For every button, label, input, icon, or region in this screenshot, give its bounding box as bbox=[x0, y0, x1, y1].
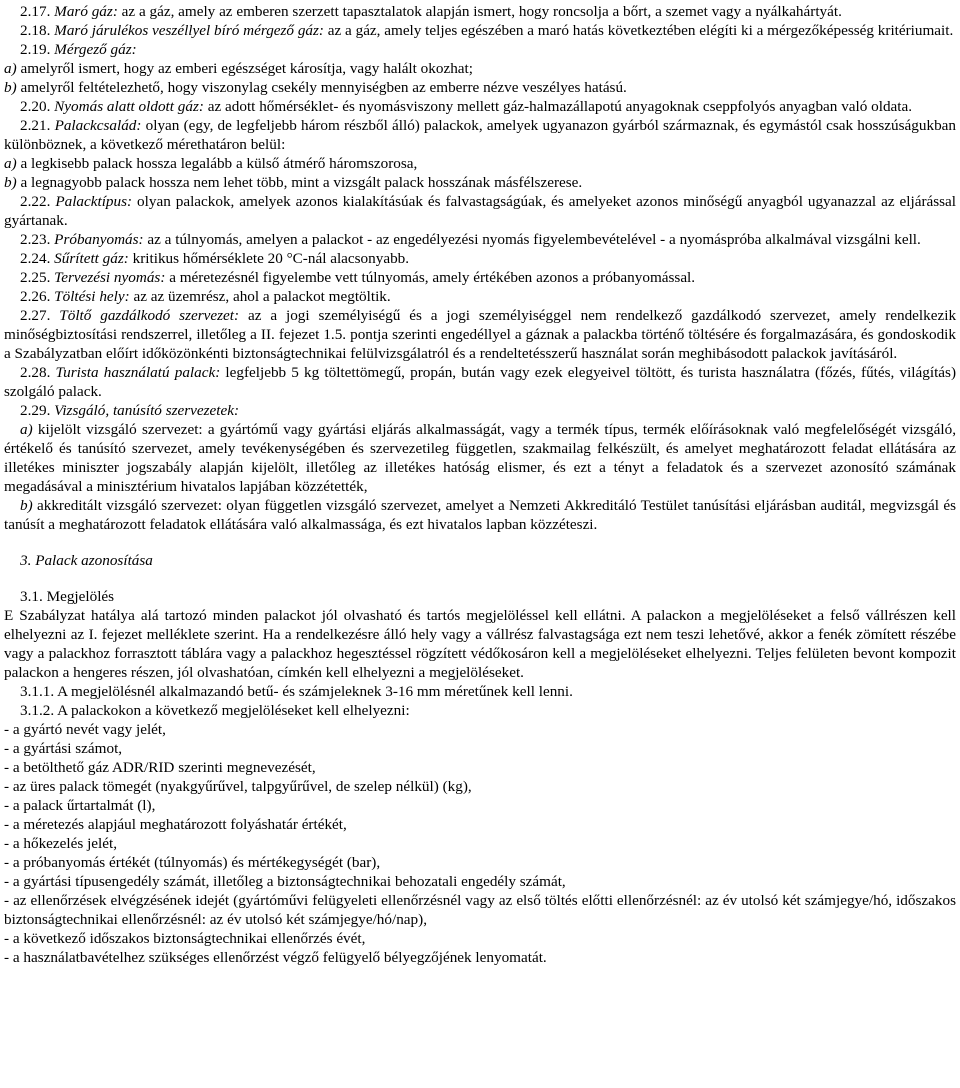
paragraph-number: 2.19. bbox=[20, 41, 51, 58]
paragraph-number: 2.25. bbox=[20, 269, 51, 286]
item-text: amelyről ismert, hogy az emberi egészséget károsítja, vagy halált okozhat; bbox=[20, 60, 473, 77]
definition-text: az a jogi személyiségű és a jogi személyiséggel nem rendelkező gazdálkodó szervezet, amely rendelkezik minőségbiztosítási rendszerrel, illetőleg a II. fejezet 1.5. pontja szerinti engedéllyel a gáznak a palackba történő töltésére és forgalmazására, és gondoskodik a Szabályzatban előírt időközönkénti biztonságtechnikai felülvizsgálatról és a rendeltetésszerű használat során meghibásodott palackok javításáról. bbox=[4, 307, 957, 362]
paragraph-2-20 bbox=[4, 97, 956, 116]
definition-text: az adott hőmérséklet- és nyomásviszony mellett gáz-halmazállapotú anyagoknak cseppfolyós anyagban való oldata. bbox=[207, 98, 913, 115]
paragraph-2-18 bbox=[4, 21, 956, 40]
list-item: - a hőkezelés jelét, bbox=[4, 835, 118, 852]
paragraph-2-17 bbox=[4, 2, 956, 21]
definition-text: az a túlnyomás, amelyen a palackot - az engedélyezési nyomás figyelembevételével - a nyomáspróba alkalmával vizsgálni kell. bbox=[147, 231, 921, 248]
term: Palacktípus: bbox=[55, 193, 133, 210]
item-text: amelyről feltételezhető, hogy viszonylag csekély mennyiségben az emberre nézve veszélyes hatású. bbox=[20, 79, 627, 96]
list-item: - a méretezés alapjául meghatározott folyáshatár értékét, bbox=[4, 816, 347, 833]
term: Töltő gazdálkodó szervezet: bbox=[59, 307, 240, 324]
list-item: - a következő időszakos biztonságtechnikai ellenőrzés évét, bbox=[4, 930, 366, 947]
paragraph-number: 2.24. bbox=[20, 250, 51, 267]
paragraph-number: 2.29. bbox=[20, 402, 51, 419]
paragraph-number: 2.23. bbox=[20, 231, 51, 248]
paragraph-number: 2.21. bbox=[20, 117, 51, 134]
list-item: - az ellenőrzések elvégzésének idejét (gyártóművi felügyeleti ellenőrzésnél vagy az első töltés előtti ellenőrzésnél: az év utolsó két számjegye/hó, időszakos biztonságtechnikai ellenőrzésnél: az év utolsó két számjegye/hó/nap), bbox=[4, 892, 956, 928]
term: Próbanyomás: bbox=[54, 231, 144, 248]
paragraph-2-25 bbox=[4, 268, 956, 287]
list-item: - a gyártási típusengedély számát, illetőleg a biztonságtechnikai behozatali engedély számát, bbox=[4, 873, 566, 890]
term: Töltési hely: bbox=[54, 288, 130, 305]
item-text: kijelölt vizsgáló szervezet: a gyártómű vagy gyártási eljárás alkalmasságát, vagy a termék típus, termék előírásoknak való megfelelőségét vizsgáló, értékelő és tanúsító szervezet, amely tevékenységében és szervezetileg független, szakmailag felkészült, és amelyet meghatározott feladat ellátására az illetékes miniszter jogszabály alapján kijelölt, illetőleg az illetékes hatóság elismer, és ezt a tényt a feladatok és a szervezet azonosító számának megadásával a minisztérium hivatalos lapjában közzétették, bbox=[4, 421, 957, 495]
item-label: a) bbox=[4, 155, 17, 172]
item-label: a) bbox=[20, 421, 33, 438]
list-item: - a próbanyomás értékét (túlnyomás) és mértékegységét (bar), bbox=[4, 854, 381, 871]
paragraph-2-29 bbox=[4, 401, 956, 420]
item-text: a legkisebb palack hossza legalább a külső átmérő háromszorosa, bbox=[20, 155, 418, 172]
paragraph-2-24 bbox=[4, 249, 956, 268]
list-item: - a betölthető gáz ADR/RID szerinti megnevezését, bbox=[4, 759, 316, 776]
paragraph-number: 2.26. bbox=[20, 288, 51, 305]
term: Vizsgáló, tanúsító szervezetek: bbox=[54, 402, 240, 419]
list-item: - a gyártó nevét vagy jelét, bbox=[4, 721, 166, 738]
item-label: b) bbox=[4, 79, 17, 96]
definition-text: az az üzemrész, ahol a palackot megtöltik. bbox=[133, 288, 391, 305]
term: Maró gáz: bbox=[54, 3, 118, 20]
paragraph-number: 2.20. bbox=[20, 98, 51, 115]
paragraph-2-21-a bbox=[4, 154, 956, 173]
term: Turista használatú palack: bbox=[55, 364, 221, 381]
term: Maró járulékos veszéllyel bíró mérgező gáz: bbox=[54, 22, 324, 39]
term: Mérgező gáz: bbox=[54, 41, 137, 58]
list-item: - a gyártási számot, bbox=[4, 740, 123, 757]
paragraph-2-21 bbox=[4, 116, 956, 154]
item-label: b) bbox=[20, 497, 33, 514]
subsection-heading: 3.1. Megjelölés bbox=[20, 588, 115, 605]
item-text: a legnagyobb palack hossza nem lehet több, mint a vizsgált palack hosszának másfélszerese. bbox=[20, 174, 583, 191]
definition-text: az a gáz, amely teljes egészében a maró hatás következtében elégíti ki a mérgezőképesség kritériumait. bbox=[327, 22, 954, 39]
list-item: - az üres palack tömegét (nyakgyűrűvel, talpgyűrűvel, de szelep nélkül) (kg), bbox=[4, 778, 472, 795]
paragraph-3-1-2: 3.1.2. A palackokon a következő megjelöléseket kell elhelyezni: bbox=[20, 702, 410, 719]
paragraph-2-23 bbox=[4, 230, 956, 249]
spacer bbox=[4, 570, 956, 587]
paragraph-2-21-b bbox=[4, 173, 956, 192]
paragraph-2-19-a bbox=[4, 59, 956, 78]
document-page bbox=[4, 2, 956, 967]
definition-text: az a gáz, amely az emberen szerzett tapasztalatok alapján ismert, hogy roncsolja a bőrt, a szemet vagy a nyálkahártyát. bbox=[121, 3, 842, 20]
list-item: - a használatbavételhez szükséges ellenőrzést végző felügyelő bélyegzőjének lenyomatát. bbox=[4, 949, 547, 966]
paragraph-2-27 bbox=[4, 306, 956, 363]
paragraph-2-29-a bbox=[4, 420, 956, 496]
paragraph-2-28 bbox=[4, 363, 956, 401]
term: Palackcsalád: bbox=[54, 117, 142, 134]
paragraph-3-1-1: 3.1.1. A megjelölésnél alkalmazandó betű- és számjeleknek 3-16 mm méretűnek kell lenni. bbox=[20, 683, 573, 700]
section-heading: 3. Palack azonosítása bbox=[20, 552, 153, 569]
definition-text: legfeljebb 5 kg töltettömegű, propán, bután vagy ezek elegyeivel töltött, és turista használatra (főzés, fűtés, világítás) szolgáló palack. bbox=[4, 364, 957, 400]
term: Nyomás alatt oldott gáz: bbox=[54, 98, 204, 115]
list-item: - a palack űrtartalmát (l), bbox=[4, 797, 156, 814]
paragraph-2-19-b bbox=[4, 78, 956, 97]
paragraph-number: 2.28. bbox=[20, 364, 51, 381]
term: Tervezési nyomás: bbox=[54, 269, 166, 286]
definition-text: a méretezésnél figyelembe vett túlnyomás, amely értékében azonos a próbanyomással. bbox=[169, 269, 696, 286]
marking-list bbox=[4, 720, 956, 967]
paragraph-2-29-b bbox=[4, 496, 956, 534]
item-label: a) bbox=[4, 60, 17, 77]
paragraph-number: 2.22. bbox=[20, 193, 51, 210]
paragraph-number: 2.17. bbox=[20, 3, 51, 20]
paragraph-2-26 bbox=[4, 287, 956, 306]
paragraph-2-19 bbox=[4, 40, 956, 59]
definition-text: kritikus hőmérséklete 20 °C-nál alacsonyabb. bbox=[132, 250, 410, 267]
item-label: b) bbox=[4, 174, 17, 191]
term: Sűrített gáz: bbox=[54, 250, 129, 267]
section-intro: E Szabályzat hatálya alá tartozó minden palackot jól olvasható és tartós megjelöléssel kell ellátni. A palackon a megjelöléseket a felső vállrészen kell elhelyezni az I. fejezet melléklete szerint. Ha a rendelkezésre álló hely vagy a vállrész falvastagsága ezt nem teszi lehetővé, akkor a fenék zömített részébe vagy a palackhoz forrasztott táblára vagy a palackhoz hegesztéssel rögzített védőkosáron kell a megjelöléseket elhelyezni. Teljes felületen bevont kompozit palackon a hengeres részen, jól olvashatóan, címkén kell elhelyezni a megjelöléseket. bbox=[4, 607, 956, 681]
paragraph-2-22 bbox=[4, 192, 956, 230]
item-text: akkreditált vizsgáló szervezet: olyan független vizsgáló szervezet, amelyet a Nemzeti Akkreditáló Testület tanúsítási eljárásban auditál, megvizsgál és tanúsít a meghatározott feladatok ellátására való alkalmassága, és ezt hivatalos lapban közzéteszi. bbox=[4, 497, 956, 533]
definition-text: olyan (egy, de legfeljebb három részből álló) palackok, amelyek ugyanazon gyárból származnak, és egymástól csak hosszúságukban különböznek, a következő mérethatáron belül: bbox=[4, 117, 956, 153]
paragraph-number: 2.18. bbox=[20, 22, 51, 39]
spacer bbox=[4, 534, 956, 551]
definition-text: olyan palackok, amelyek azonos kialakításúak és falvastagságúak, és amelyeket azonos minőségű anyagból ugyanazzal az eljárással gyártanak. bbox=[4, 193, 957, 229]
paragraph-number: 2.27. bbox=[20, 307, 51, 324]
